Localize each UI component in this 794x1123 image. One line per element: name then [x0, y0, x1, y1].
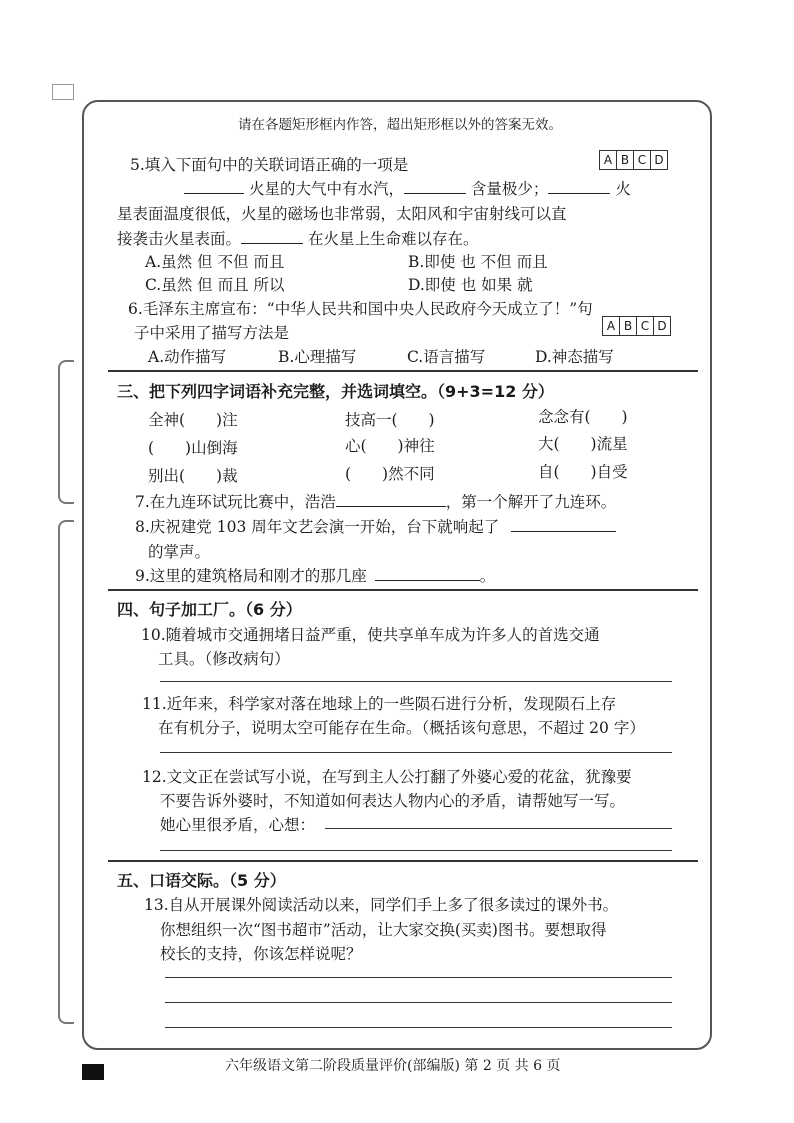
q9-blank[interactable]: [375, 566, 480, 581]
q5-blank-3[interactable]: [548, 179, 610, 194]
idiom-3[interactable]: 念念有( ): [538, 408, 628, 426]
choice-b[interactable]: B: [616, 150, 634, 170]
q5-line2: 星表面温度很低，火星的磁场也非常弱，太阳风和宇宙射线可以直: [117, 205, 567, 223]
idiom-4[interactable]: ( )山倒海: [148, 439, 238, 457]
q5-choice-box[interactable]: [600, 150, 668, 170]
q5-line1: [184, 177, 631, 199]
idiom-1[interactable]: 全神( )注: [148, 411, 238, 429]
q7-blank[interactable]: [336, 492, 446, 507]
section-divider: [108, 370, 698, 372]
q12-line3: 她心里很矛盾，心想：: [160, 816, 316, 834]
header-notice: 请在各题矩形框内作答，超出矩形框以外的答案无效。: [238, 117, 562, 133]
q5-blank-2[interactable]: [404, 179, 466, 194]
q12-line2: 不要告诉外婆时，不知道如何表达人物内心的矛盾，请帮她写一写。: [160, 792, 626, 810]
q5-option-b: B.即使 也 不但 而且: [408, 253, 548, 271]
q7-text-b: ，第一个解开了九连环。: [445, 493, 617, 511]
idiom-2[interactable]: 技高一( ): [345, 411, 435, 429]
q6-stem-1: 6.毛泽东主席宣布：“中华人民共和国中央人民政府今天成立了！”句: [128, 300, 593, 318]
left-bracket-lower: [58, 520, 74, 1024]
q5-option-d: D.即使 也 如果 就: [408, 276, 533, 294]
section-3-title: 三、把下列四字词语补充完整，并选词填空。（9+3=12 分）: [117, 382, 554, 401]
section-divider: [108, 860, 698, 862]
choice-b[interactable]: B: [619, 316, 637, 336]
q5-line1-text-a: 火星的大气中有水汽，: [248, 180, 404, 198]
q8-blank[interactable]: [511, 517, 616, 532]
q12-line1: 12.文文正在尝试写小说，在写到主人公打翻了外婆心爱的花盆，犹豫要: [142, 768, 632, 786]
q10-line1: 10.随着城市交通拥堵日益严重，使共享单车成为许多人的首选交通: [141, 626, 600, 644]
q6-option-d: D.神态描写: [535, 348, 614, 366]
choice-c[interactable]: C: [633, 150, 651, 170]
q5-option-c: C.虽然 但 而且 所以: [145, 276, 285, 294]
q5-blank-1[interactable]: [184, 179, 244, 194]
q12-answer-line-2[interactable]: [160, 850, 672, 851]
q11-line1: 11.近年来，科学家对落在地球上的一些陨石进行分析，发现陨石上存: [142, 695, 617, 713]
q13-line2: 你想组织一次“图书超市”活动，让大家交换(买卖)图书。要想取得: [160, 921, 607, 939]
idiom-6[interactable]: 大( )流星: [538, 435, 628, 453]
q10-answer-line[interactable]: [160, 681, 672, 682]
q10-line2: 工具。（修改病句）: [158, 650, 290, 668]
q8-line1: [135, 515, 616, 537]
q6-option-b: B.心理描写: [278, 348, 357, 366]
q5-line3-text-a: 接袭击火星表面。: [117, 230, 242, 248]
idiom-5[interactable]: 心( )神往: [345, 437, 435, 455]
q9: [135, 564, 495, 586]
q6-stem-2: 子中采用了描写方法是: [134, 324, 290, 342]
q13-answer-line-1[interactable]: [165, 977, 672, 978]
q5-option-a: A.虽然 但 不但 而且: [145, 253, 285, 271]
q11-line2: 在有机分子，说明太空可能存在生命。（概括该句意思，不超过 20 字）: [158, 719, 645, 737]
q13-answer-line-3[interactable]: [165, 1027, 672, 1028]
choice-c[interactable]: C: [636, 316, 654, 336]
q8-line2: 的掌声。: [148, 543, 211, 561]
idiom-8[interactable]: ( )然不同: [345, 465, 435, 483]
q5-line1-text-c: 火: [615, 180, 631, 198]
choice-a[interactable]: A: [599, 150, 617, 170]
q6-option-c: C.语言描写: [407, 348, 486, 366]
q5-stem: 5.填入下面句中的关联词语正确的一项是: [130, 156, 409, 174]
q5-line1-text-b: 含量极少；: [470, 180, 549, 198]
q13-answer-line-2[interactable]: [165, 1002, 672, 1003]
choice-a[interactable]: A: [602, 316, 620, 336]
q8-text-a: 8.庆祝建党 103 周年文艺会演一开始，台下就响起了: [135, 518, 500, 536]
q9-text-a: 9.这里的建筑格局和刚才的那几座: [135, 567, 367, 585]
q7: [135, 490, 616, 512]
section-4-title: 四、句子加工厂。（6 分）: [117, 600, 302, 619]
q6-option-a: A.动作描写: [148, 348, 227, 366]
q5-line3-text-b: 在火星上生命难以存在。: [307, 230, 479, 248]
q5-blank-4[interactable]: [241, 229, 303, 244]
corner-mark: [52, 84, 74, 100]
idiom-7[interactable]: 别出( )裁: [148, 467, 238, 485]
page-footer: 六年级语文第二阶段质量评价(部编版) 第 2 页 共 6 页: [225, 1058, 561, 1074]
q13-line3: 校长的支持，你该怎样说呢？: [160, 945, 362, 963]
q5-line3: [117, 227, 478, 249]
choice-d[interactable]: D: [650, 150, 668, 170]
choice-d[interactable]: D: [653, 316, 671, 336]
q7-text-a: 7.在九连环试玩比赛中，浩浩: [135, 493, 336, 511]
section-divider: [108, 589, 698, 591]
q11-answer-line[interactable]: [160, 752, 672, 753]
idiom-9[interactable]: 自( )自受: [538, 463, 628, 481]
section-5-title: 五、口语交际。（5 分）: [117, 871, 286, 890]
q9-text-b: 。: [479, 567, 496, 585]
q6-choice-box[interactable]: [603, 316, 671, 336]
q13-line1: 13.自从开展课外阅读活动以来，同学们手上多了很多读过的课外书。: [144, 896, 619, 914]
q12-answer-line-1[interactable]: [325, 828, 672, 829]
left-bracket-upper: [58, 360, 74, 504]
scan-marker: [82, 1064, 104, 1080]
